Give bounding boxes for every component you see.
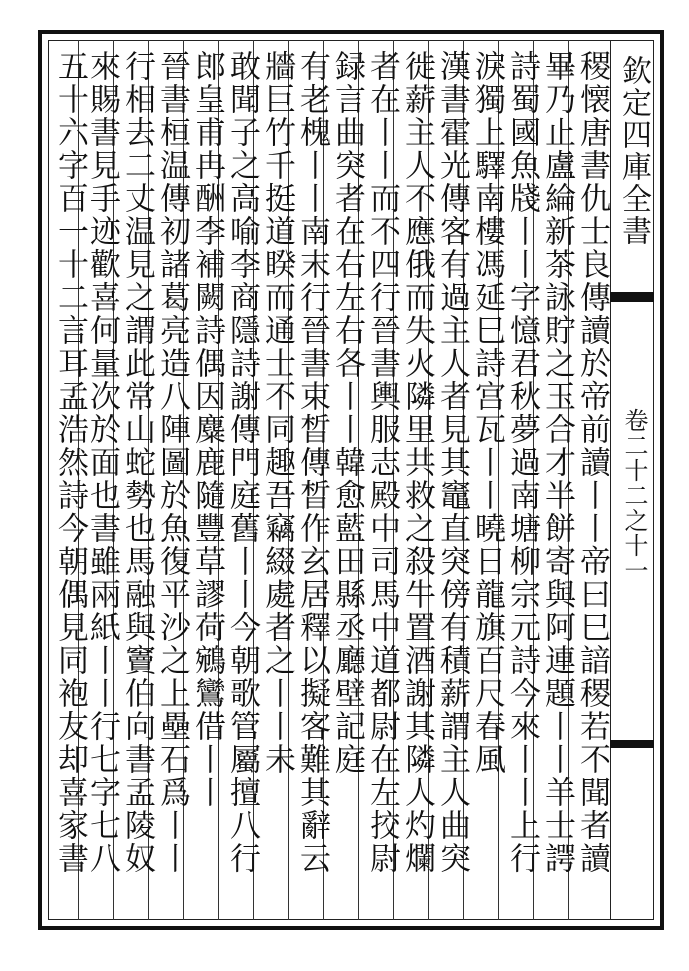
text-column: 牆巨竹千挺道睽而通士不同趣吾竊綴處者之丨丨未 <box>259 50 295 776</box>
text-column: 詩蜀國魚牋丨丨字憶君秋夢過南塘柳宗元詩今來丨丨上行 <box>504 50 540 875</box>
text-column: 來賜書見手迹歡喜何量次於面也書雖兩紙丨丨行七字七八 <box>84 50 120 875</box>
text-column: 淚獨上驛南樓馮延巳詩宫瓦丨丨曉日龍旗百尺春風 <box>469 50 505 776</box>
text-column: 郎皇甫冉酬李補闕詩偶因麋鹿隨豐草謬荷鵷鸞借丨丨 <box>189 50 225 809</box>
margin-divider <box>610 292 654 302</box>
text-column: 有老槐丨丨南末行晉書束晳傳晳作玄居釋以擬客難其辭云 <box>294 50 330 875</box>
margin-divider-lower <box>610 740 654 748</box>
volume-label: 卷二十二之十一 <box>620 408 648 583</box>
text-column: 漢書霍光傳客有過主人者見其竈直突傍有積薪謂主人曲突 <box>434 50 470 875</box>
text-column: 畢乃止盧綸新茶詠貯之玉合才半餅寄與阿連題丨丨羊士諤 <box>539 50 575 875</box>
text-column: 録言曲突者在右左右各丨丨韓愈藍田縣丞廳壁記庭 <box>329 50 365 776</box>
text-column: 敢聞子之高喻李商隱詩謝傳門庭舊丨丨今朝歌管屬擅八行 <box>224 50 260 875</box>
text-column: 行相去二丈温見之謂此常山蛇勢也馬融與竇伯向書孟陵奴 <box>119 50 155 875</box>
book-title: 欽定四庫全書 <box>616 55 651 247</box>
text-column: 晉書桓温傳初諸葛亮造八陣圖於魚復平沙之上壘石爲丨丨 <box>154 50 190 875</box>
text-column: 者在丨丨而不四行晉書輿服志殿中司馬中道都尉在左挍尉 <box>364 50 400 875</box>
text-column: 五十六字百一十二言耳孟浩然詩今朝偶見同袍友却喜家書 <box>52 50 88 875</box>
text-column: 徙薪主人不應俄而失火隣里共救之殺牛置酒謝其隣人灼爛 <box>399 50 435 875</box>
text-column: 稷懐唐書仇士良傳讀於帝前讀丨丨帝曰巳諳稷若不聞者讀 <box>574 50 610 875</box>
